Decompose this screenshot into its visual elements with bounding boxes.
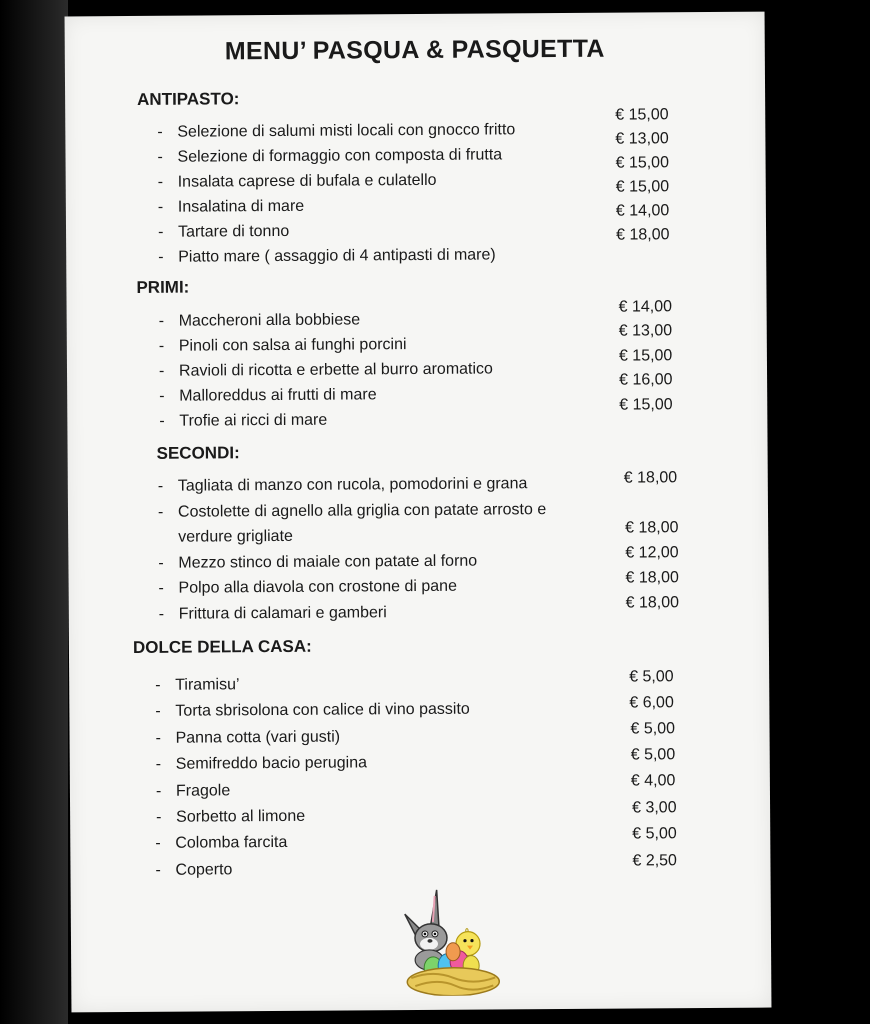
item-price: € 18,00	[625, 594, 680, 612]
item-price: € 15,00	[615, 178, 670, 196]
item-price: € 14,00	[618, 298, 673, 316]
item-price: € 18,00	[623, 469, 678, 487]
item-price: € 15,00	[619, 396, 673, 414]
item-price: € 15,00	[615, 154, 670, 172]
item-price: € 5,00	[630, 720, 676, 738]
section-title-dolce: DOLCE DELLA CASA:	[132, 636, 312, 657]
item-price: € 5,00	[632, 825, 677, 843]
section-title-primi: PRIMI:	[136, 277, 190, 297]
menu-title: MENU’ PASQUA & PASQUETTA	[224, 34, 605, 66]
item-price: € 6,00	[629, 694, 674, 712]
section-title-antipasto: ANTIPASTO:	[137, 89, 240, 109]
item-price: € 18,00	[616, 226, 670, 244]
section-title-secondi: SECONDI:	[156, 443, 240, 463]
easter-bunny-chick-eggs-nest-icon	[393, 885, 514, 1001]
item-price: € 16,00	[619, 371, 673, 389]
item-price: € 14,00	[615, 202, 670, 220]
item-price: € 18,00	[625, 569, 679, 587]
item-price: € 18,00	[625, 519, 679, 537]
item-price: € 5,00	[630, 746, 676, 764]
item-price: € 13,00	[618, 322, 673, 340]
item-price: € 5,00	[629, 668, 674, 686]
item-price: € 13,00	[615, 130, 669, 148]
item-price: € 15,00	[618, 347, 673, 365]
item-price: € 15,00	[615, 106, 669, 124]
background-edge	[0, 0, 68, 1024]
item-price: € 4,00	[630, 772, 676, 790]
item-price: € 12,00	[625, 544, 679, 562]
item-price: € 3,00	[632, 799, 677, 817]
item-price: € 2,50	[632, 852, 677, 870]
menu-sheet: MENU’ PASQUA & PASQUETTA ANTIPASTO: - Selezione di salumi misti locali con gnocco fritto € 15,00 - Selezione di formaggio con composta di frutta € 13,00 - Insalata caprese di bufala e culatello € 15,00 - Insalatina di mare € 15,00 - Tartare di tonno € 14,00 - Piatto mare ( assaggio di 4 antipasti di mare) € 18,00 PRIMI: - Maccheroni alla bobbiese € 14,00 - Pinoli con salsa ai funghi porcini € 13,00 - Ravioli di ricotta e erbette al burro aromatico € 15,00 - Malloreddus ai frutti di mare € 16,00 - Trofie ai ricci di mare € 15,00 SECONDI: - Tagliata di manzo con rucola, pomodorini e grana € 18,00 - Costolette di agnello alla griglia con patate arrosto e verdure grigliate € 18,00 - Mezzo stinco di maiale con patate al forno € 12,00 - Polpo alla diavola con crostone di pane € 18,00 - Frittura di calamari e gamberi € 18,00 DOLCE DELLA CASA: - Tiramisu’ € 5,00 - Torta sbrisolona con calice di vino passito € 6,00 - Panna cotta (vari gusti) € 5,00 - Semifreddo bacio perugina € 5,00 - Fragole € 4,00 - Sorbetto al limone € 3,00 - Colomba farcita € 5,00 - Coperto € 2,50	[65, 12, 772, 1013]
